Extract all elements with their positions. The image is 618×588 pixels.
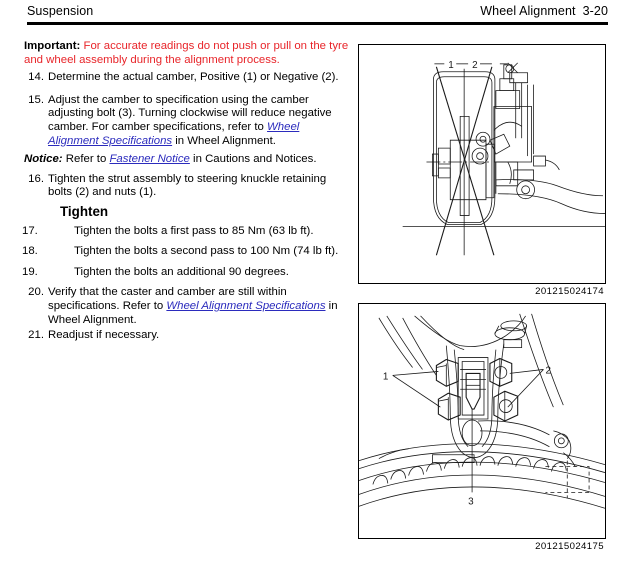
- important-note: [22, 40, 352, 67]
- step-14-number: 14.: [28, 71, 44, 84]
- link-wheel-alignment-specifications-1[interactable]: Wheel Alignment Specifications: [48, 120, 300, 147]
- figure-camber-illustration: [359, 45, 605, 283]
- step-19: [22, 266, 352, 280]
- step-20-text-part1: Verify that the caster and camber are still within specifications. Refer to: [48, 286, 287, 312]
- procedure-text-column: [22, 40, 352, 345]
- notice-note: [24, 153, 352, 167]
- figure-strut: [358, 303, 606, 552]
- step-20-text-part2: in Wheel Alignment.: [48, 299, 338, 326]
- link-fastener-notice[interactable]: Fastener Notice: [109, 153, 190, 166]
- notice-label: Notice:: [24, 153, 63, 166]
- figure-camber-callout-1: 1: [448, 59, 454, 71]
- step-15-text: [48, 94, 352, 148]
- step-21-text: Readjust if necessary.: [48, 329, 160, 342]
- step-19-text: Tighten the bolts an additional 90 degrees.: [74, 265, 289, 278]
- header-rule: [27, 22, 608, 25]
- link-wheel-alignment-specifications-2[interactable]: Wheel Alignment Specifications: [166, 299, 326, 312]
- important-text: For accurate readings do not push or pull on the tyre and wheel assembly during the alignment process.: [24, 40, 349, 66]
- step-16-text: Tighten the strut assembly to steering knuckle retaining bolts (2) and nuts (1).: [48, 172, 327, 199]
- step-20-number: 20.: [28, 286, 44, 299]
- figure-strut-frame: [358, 303, 606, 539]
- step-18-number: 18.: [22, 245, 38, 258]
- figure-camber-caption: 201215024174: [535, 286, 604, 297]
- step-18: [22, 245, 352, 259]
- step-16: [22, 173, 352, 200]
- step-16-number: 16.: [28, 172, 44, 185]
- step-17-text: Tighten the bolts a first pass to 85 Nm (63 lb ft).: [74, 224, 314, 237]
- notice-text-part1: Refer to: [62, 153, 110, 166]
- step-15-number: 15.: [28, 93, 44, 106]
- figure-strut-callout-1: 1: [382, 371, 389, 383]
- step-17: [22, 225, 352, 239]
- important-label: Important:: [24, 40, 81, 52]
- figure-strut-callout-3: 3: [468, 496, 474, 508]
- figure-strut-illustration: [359, 304, 605, 538]
- step-20-text: [48, 286, 352, 327]
- step-14-text: Determine the actual camber, Positive (1) or Negative (2).: [48, 71, 339, 84]
- step-15-text-part1: Adjust the camber to specification using the camber adjusting bolt (3). Turning clockwise will reduce negative camber. For camber specifications, refer to: [48, 93, 332, 133]
- notice-text-part2: in Cautions and Notices.: [189, 153, 317, 166]
- header-page-number: 3-20: [582, 4, 608, 18]
- figure-camber: [358, 44, 606, 297]
- retaining-bolt-lower: [494, 391, 518, 421]
- header-section-title: Suspension: [27, 4, 94, 18]
- figure-camber-callout-2: 2: [472, 59, 478, 71]
- figure-strut-callout-2: 2: [545, 365, 551, 377]
- retaining-nut-lower: [438, 393, 460, 420]
- step-15: [22, 94, 352, 148]
- step-20: [22, 286, 352, 327]
- tighten-subheading: Tighten: [60, 203, 109, 219]
- figure-strut-caption: 201215024175: [535, 541, 604, 552]
- step-21-number: 21.: [28, 329, 44, 342]
- step-15-text-part2: in Wheel Alignment.: [172, 134, 276, 147]
- header-topic-title: Wheel Alignment: [480, 4, 576, 18]
- step-19-number: 19.: [22, 265, 38, 278]
- page-header: [0, 0, 618, 28]
- header-topic-and-page: [480, 4, 608, 18]
- retaining-nut-upper: [436, 360, 458, 387]
- step-14: [22, 71, 352, 85]
- step-17-number: 17.: [22, 224, 38, 237]
- step-18-text: Tighten the bolts a second pass to 100 Nm (74 lb ft).: [74, 245, 339, 258]
- step-21: [22, 329, 352, 343]
- figure-camber-frame: [358, 44, 606, 284]
